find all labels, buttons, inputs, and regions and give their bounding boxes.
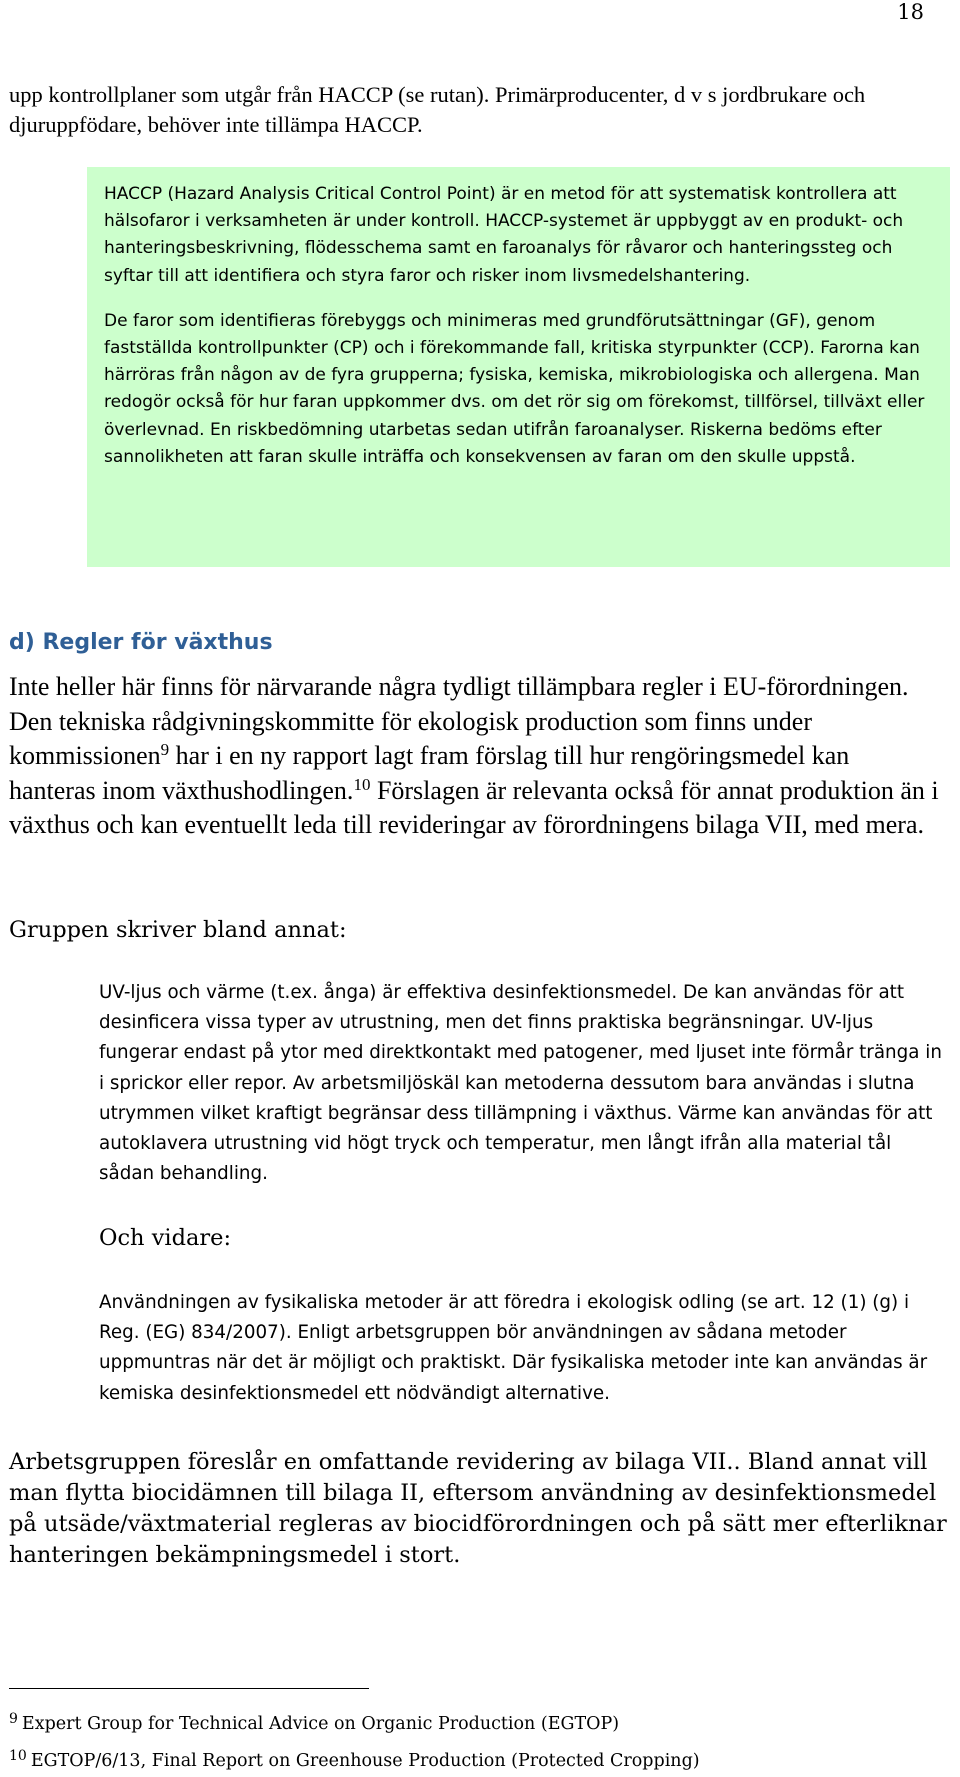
body-text-part-1: Inte heller här finns för närvarande några tydligt tillämpbara regler i EU-förordningen. Den tekniska rådgivningskommitte för ekologisk production som finns under kommissionen bbox=[9, 672, 909, 770]
body-text-part-2: har i en ny rapport lagt fram förslag till hur rengöringsmedel kan hanteras inom växthushodlingen. bbox=[9, 741, 850, 805]
body-text-part-3: Förslagen är relevanta också för annat produktion än i växthus och kan eventuellt leda till revideringar av förordningens bilaga VII, med mera. bbox=[9, 775, 939, 839]
haccp-box-paragraph-1: HACCP (Hazard Analysis Critical Control Point) är en metod för att systematisk kontrollera att hälsofaror i verksamheten är under kontroll. HACCP-systemet är uppbyggt av en produkt- och hanteringsbeskrivning, flödesschema samt en faroanalys för råvaror och hanteringssteg och syftar till att identifiera och styra faror och risker inom livsmedelshantering. bbox=[104, 184, 904, 286]
footnote-mark: 10 bbox=[9, 1748, 27, 1764]
haccp-box-paragraph-2: De faror som identifieras förebyggs och minimeras med grundförutsättningar (GF), genom fastställda kontrollpunkter (CP) och i förekommande fall, kritiska styrpunkter (CCP). Farorna kan härröras från någon av de fyra grupperna; fysiska, kemiska, mikrobiologiska och allergena. Man redogör också för hur faran uppkommer dvs. om det rör sig om förekomst, tillförsel, tillväxt eller överlevnad. En riskbedömning utarbetas sedan utifrån faroanalyser. Riskerna bedöms efter sannolikheten att faran skulle inträffa och konsekvensen av faran om den skulle uppstå. bbox=[104, 310, 925, 467]
greenhouse-rules-paragraph bbox=[9, 670, 939, 843]
footnote-separator bbox=[9, 1688, 369, 1689]
quote-intro: Gruppen skriver bland annat: bbox=[9, 917, 347, 943]
intro-paragraph: upp kontrollplaner som utgår från HACCP (se rutan). Primärproducenter, d v s jordbrukare och djuruppfödare, behöver inte tillämpa HACCP. bbox=[9, 82, 866, 137]
footnote-text: EGTOP/6/13, Final Report on Greenhouse Production (Protected Cropping) bbox=[30, 1751, 700, 1771]
footnote-ref-10[interactable]: 10 bbox=[353, 774, 371, 794]
footnote-10 bbox=[9, 1740, 949, 1777]
section-heading: d) Regler för växthus bbox=[9, 630, 273, 655]
block-quote-2: Användningen av fysikaliska metoder är att föredra i ekologisk odling (se art. 12 (1) (g) i Reg. (EG) 834/2007). Enligt arbetsgruppen bör användningen av sådana metoder uppmuntras när det är möjligt och praktiskt. Där fysikaliska metoder inte kan användas är kemiska desinfektionsmedel ett nödvändigt alternative. bbox=[99, 1292, 928, 1404]
footnote-mark: 9 bbox=[9, 1711, 18, 1727]
quote-intro-2: Och vidare: bbox=[99, 1225, 232, 1251]
footnote-ref-9[interactable]: 9 bbox=[160, 740, 170, 759]
haccp-info-box bbox=[87, 167, 950, 567]
footnotes bbox=[9, 1703, 949, 1777]
conclusion-paragraph: Arbetsgruppen föreslår en omfattande revidering av bilaga VII.. Bland annat vill man flytta biocidämnen till bilaga II, eftersom användning av desinfektionsmedel på utsäde/växtmaterial regleras av biocidförordningen och på sätt mer efterliknar hanteringen bekämpningsmedel i stort. bbox=[9, 1449, 947, 1568]
block-quote-1: UV-ljus och värme (t.ex. ånga) är effektiva desinfektionsmedel. De kan användas för att desinficera vissa typer av utrustning, men det finns praktiska begränsningar. UV-ljus fungerar endast på ytor med direktkontakt med patogener, med ljuset inte förmår tränga in i sprickor eller repor. Av arbetsmiljöskäl kan metoderna dessutom bara användas i slutna utrymmen vilket kraftigt begränsar dess tillämpning i växthus. Värme kan användas för att autoklavera utrustning vid högt tryck och temperatur, men långt ifrån alla material tål sådan behandling. bbox=[99, 982, 942, 1185]
page-number: 18 bbox=[897, 0, 924, 24]
footnote-text: Expert Group for Technical Advice on Organic Production (EGTOP) bbox=[21, 1714, 620, 1734]
footnote-9 bbox=[9, 1703, 949, 1740]
